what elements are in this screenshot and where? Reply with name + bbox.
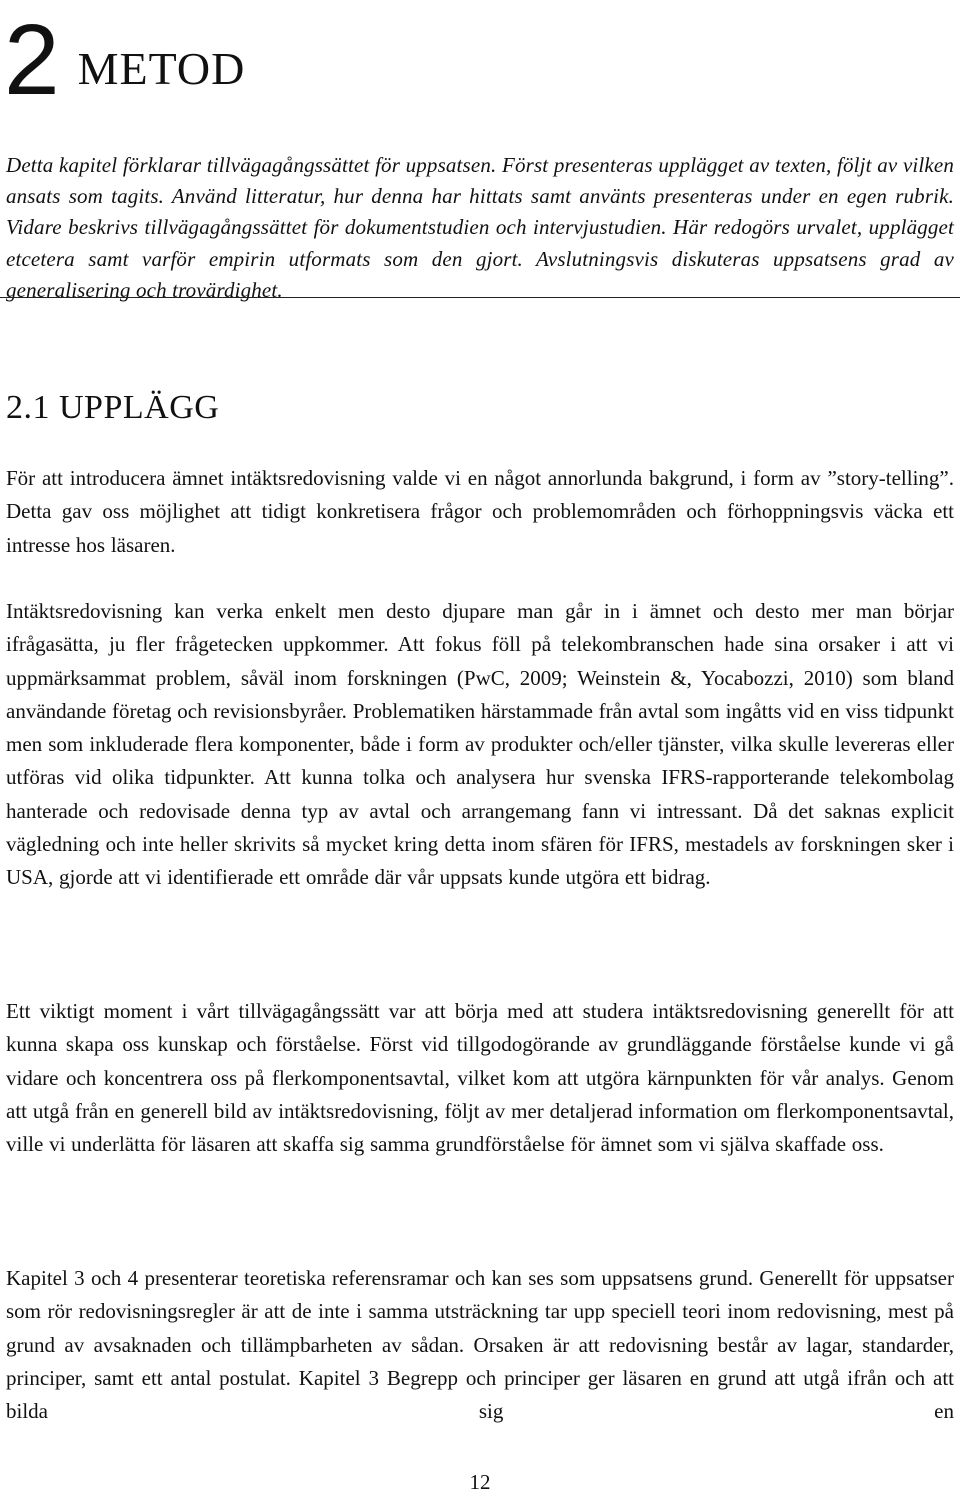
body-paragraph-3: Ett viktigt moment i vårt tillvägagångssätt var att börja med att studera intäktsredovisning generellt för att kunna skapa oss kunskap och förståelse. Först vid tillgodogörande av grundläggande förståelse kunde vi gå vidare och koncentrera oss på flerkomponentsavtal, vilket kom att utgöra kärnpunkten för vår analys. Genom att utgå från en generell bild av intäktsredovisning, följt av mer detaljerad information om flerkomponentsavtal, ville vi underlätta för läsaren att skaffa sig samma grundförståelse för ämnet som vi själva skaffade oss.	[6, 999, 954, 1157]
chapter-heading	[4, 0, 246, 116]
abstract-divider	[0, 297, 960, 298]
chapter-title: METOD	[77, 43, 246, 94]
body-paragraph-1: För att introducera ämnet intäktsredovisning valde vi en något annorlunda bakgrund, i form av ”story-telling”. Detta gav oss möjlighet att tidigt konkretisera frågor och problemområden och förhoppningsvis väcka ett intresse hos läsaren.	[6, 466, 954, 557]
page-number: 12	[469, 1470, 491, 1494]
chapter-number: 2	[4, 4, 58, 116]
chapter-abstract: Detta kapitel förklarar tillvägagångssättet för uppsatsen. Först presenteras upplägget av texten, följt av vilken ansats som tagits. Använd litteratur, hur denna har hittats samt använts presenteras under en egen rubrik. Vidare beskrivs tillvägagångssättet för dokumentstudien och intervjustudien. Här redogörs urvalet, upplägget etcetera samt varför empirin utformats som den gjort. Avslutningsvis diskuteras uppsatsens grad av generalisering och trovärdighet.	[6, 153, 954, 302]
body-paragraph-2: Intäktsredovisning kan verka enkelt men desto djupare man går in i ämnet och desto mer man börjar ifrågasätta, ju fler frågetecken uppkommer. Att fokus föll på telekombranschen hade sina orsaker i att vi uppmärksammat problem, såväl inom forskningen (PwC, 2009; Weinstein &, Yocabozzi, 2010) som bland användande företag och revisionsbyråer. Problematiken härstammade från avtal som ingåtts vid en viss tidpunkt men som inkluderade flera komponenter, både i form av produkter och/eller tjänster, vilka skulle levereras eller utföras vid olika tidpunkter. Att kunna tolka och analysera hur svenska IFRS-rapporterande telekombolag hanterade och redovisade denna typ av avtal och arrangemang fann vi intressant. Då det saknas explicit vägledning och inte heller skrivits så mycket kring detta inom sfären för IFRS, mestadels av forskningen sker i USA, gjorde att vi identifierade ett område där vår uppsats kunde utgöra ett bidrag.	[6, 599, 954, 890]
body-paragraph-4: Kapitel 3 och 4 presenterar teoretiska referensramar och kan ses som uppsatsens grund. Generellt för uppsatser som rör redovisningsregler är att de inte i samma utsträckning tar upp speciell teori inom redovisning, mest på grund av avsaknaden och tillämpbarheten av sådan. Orsaken är att redovisning består av lagar, standarder, principer, samt ett antal postulat. Kapitel 3 Begrepp och principer ger läsaren en grund att utgå ifrån och att bilda sig en	[6, 1266, 954, 1424]
section-heading: 2.1 UPPLÄGG	[6, 389, 220, 426]
